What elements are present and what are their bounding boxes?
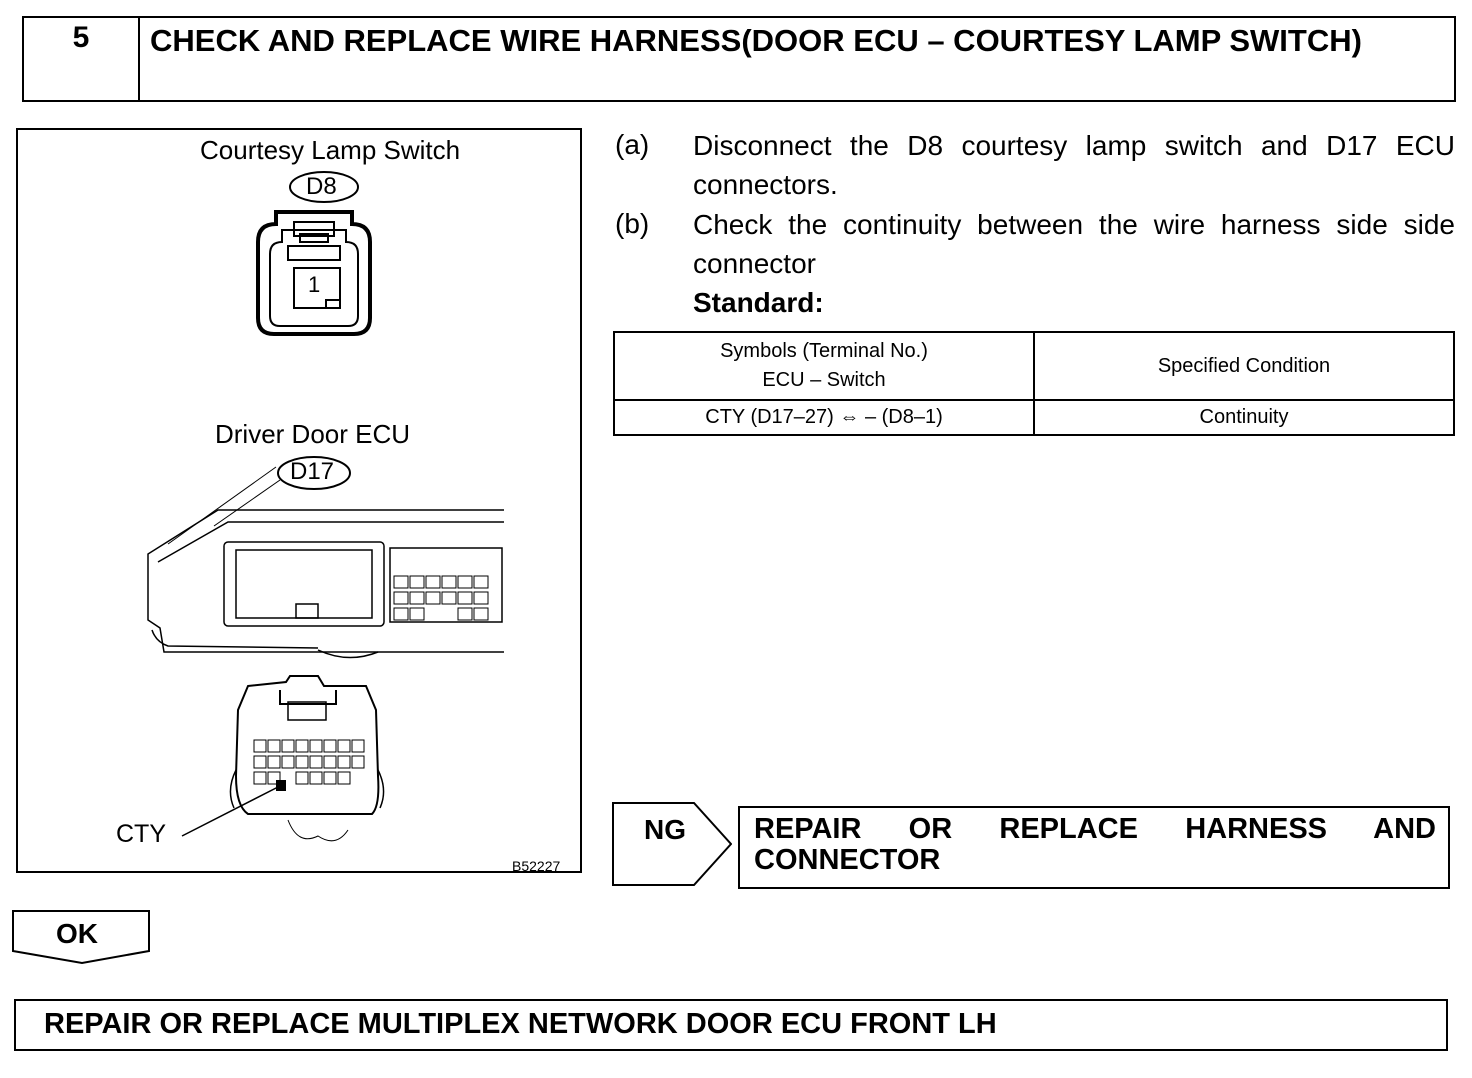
cty-terminal-marker bbox=[276, 780, 286, 791]
ecu-harness-connector bbox=[230, 676, 383, 841]
col-condition-header: Specified Condition bbox=[1034, 332, 1454, 400]
step-a-text: Disconnect the D8 courtesy lamp switch and D17 ECU connectors. bbox=[693, 130, 1455, 200]
ok-arrow bbox=[12, 909, 152, 965]
cell-condition: Continuity bbox=[1034, 400, 1454, 435]
ok-result-box bbox=[14, 999, 1448, 1051]
connector-illustration bbox=[18, 130, 580, 871]
spec-table bbox=[613, 331, 1455, 436]
step-b-tag: (b) bbox=[615, 208, 650, 239]
ng-result-text: REPAIR OR REPLACE HARNESS AND CONNECTOR bbox=[754, 813, 1436, 876]
ecu-body bbox=[148, 510, 504, 658]
ok-label: OK bbox=[56, 918, 98, 949]
figure-code: B52227 bbox=[512, 858, 561, 874]
step-header bbox=[22, 16, 1456, 102]
step-title: CHECK AND REPLACE WIRE HARNESS(DOOR ECU – COURTESY LAMP SWITCH) bbox=[150, 23, 1362, 58]
switch-pin-number: 1 bbox=[308, 272, 321, 297]
spec-table-header bbox=[614, 332, 1454, 400]
standard-label: Standard: bbox=[693, 287, 824, 318]
switch-title: Courtesy Lamp Switch bbox=[200, 135, 461, 165]
step-b-text: Check the continuity between the wire harness side side connector bbox=[693, 209, 1455, 279]
switch-connector-code: D8 bbox=[306, 173, 337, 200]
ecu-title: Driver Door ECU bbox=[215, 419, 411, 449]
step-number: 5 bbox=[24, 18, 140, 100]
ng-result-box bbox=[738, 806, 1450, 889]
col-symbols-header: Symbols (Terminal No.) ECU – Switch bbox=[614, 332, 1034, 400]
ok-result-text: REPAIR OR REPLACE MULTIPLEX NETWORK DOOR ECU FRONT LH bbox=[44, 1008, 997, 1040]
ng-label: NG bbox=[644, 814, 686, 845]
cell-symbols: CTY (D17–27) ⇔ – (D8–1) bbox=[614, 400, 1034, 435]
ng-arrow bbox=[612, 802, 732, 886]
ecu-connector-code: D17 bbox=[290, 458, 335, 485]
step-a-tag: (a) bbox=[615, 129, 650, 160]
connector-figure bbox=[16, 128, 582, 873]
cty-label: CTY bbox=[116, 820, 166, 848]
table-row bbox=[614, 400, 1454, 435]
